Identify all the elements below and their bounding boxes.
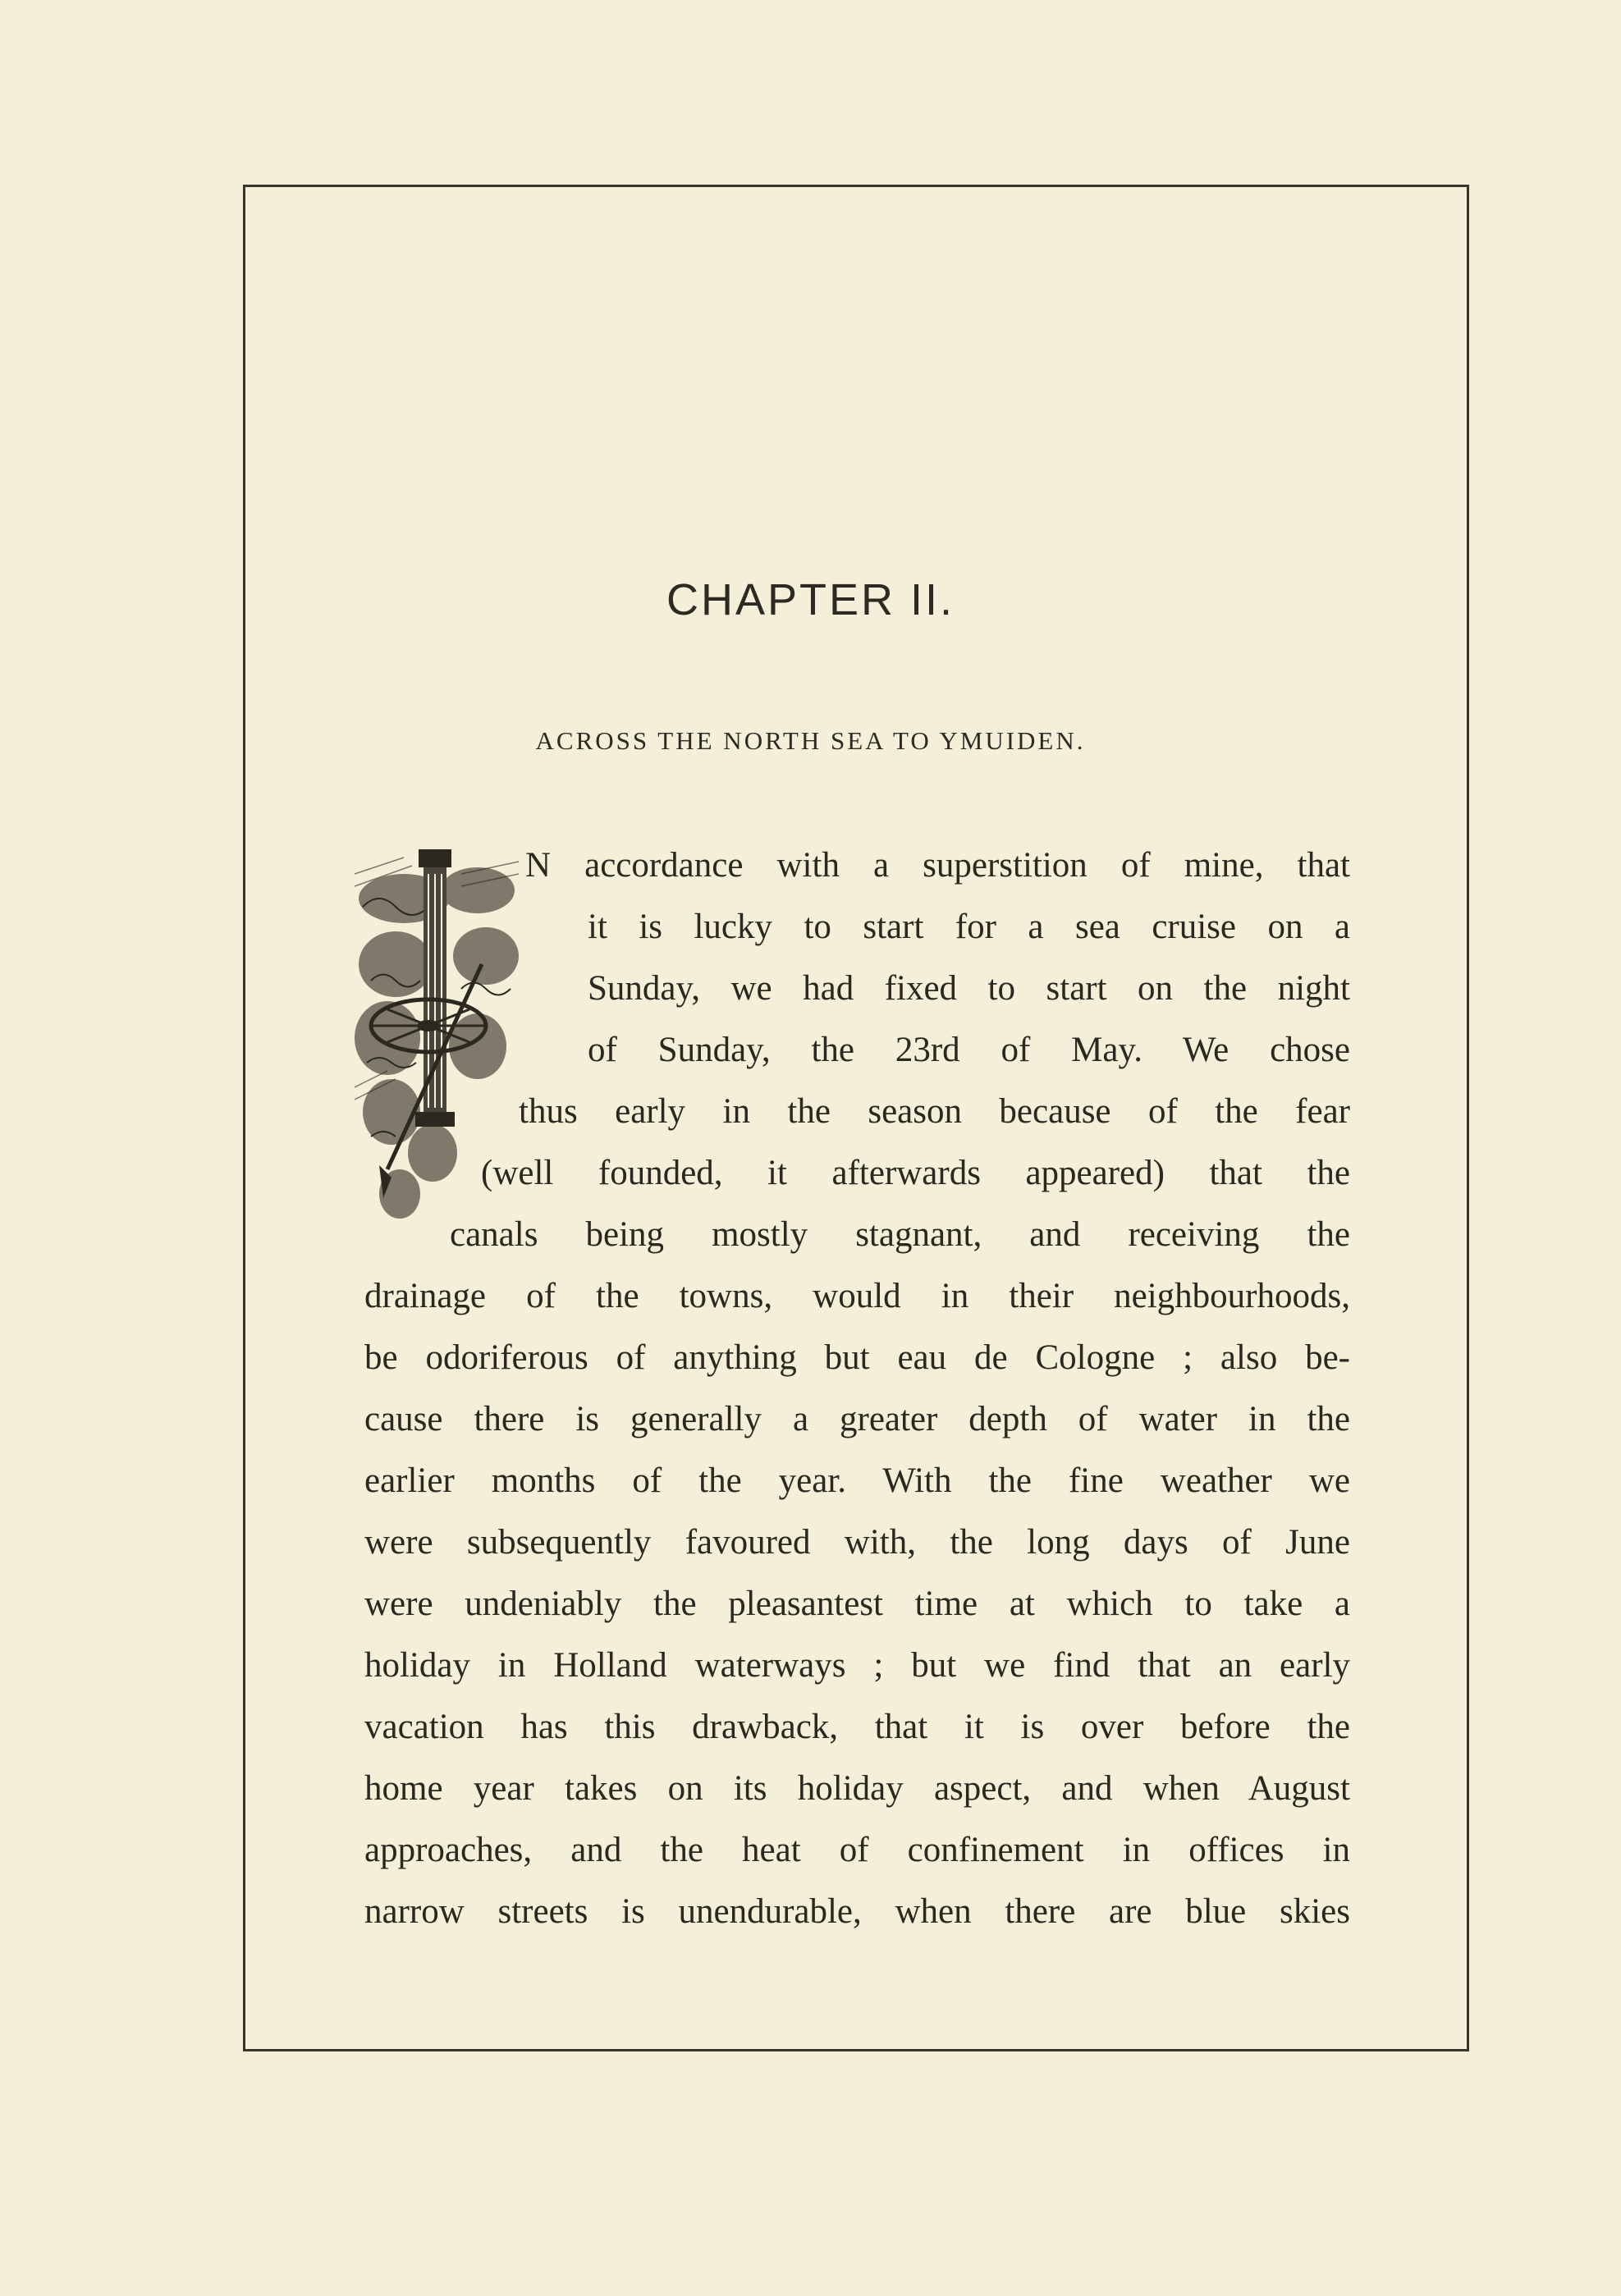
body-line-15: vacation has this drawback, that it is over before the [364,1708,1350,1746]
body-line-12: were subsequently favoured with, the long days of June [364,1523,1350,1562]
body-line-9: be odoriferous of anything but eau de Cologne ; also be- [364,1338,1350,1377]
body-line-10: cause there is generally a greater depth of water in the [364,1400,1350,1438]
body-line-8: drainage of the towns, would in their neighbourhoods, [364,1277,1350,1315]
body-line-18: narrow streets is unendurable, when there are blue skies [364,1892,1350,1931]
body-line-14: holiday in Holland waterways ; but we find that an early [364,1646,1350,1685]
body-line-2: it is lucky to start for a sea cruise on a [588,908,1350,946]
body-line-16: home year takes on its holiday aspect, and when August [364,1769,1350,1808]
chapter-title: CHAPTER II. [666,575,955,624]
body-line-13: were undeniably the pleasantest time at which to take a [364,1585,1350,1623]
body-line-6: (well founded, it afterwards appeared) that the [481,1154,1350,1192]
chapter-subtitle: ACROSS THE NORTH SEA TO YMUIDEN. [535,726,1086,755]
body-line-7: canals being mostly stagnant, and receiving the [450,1215,1350,1254]
body-line-5: thus early in the season because of the fear [519,1092,1350,1131]
body-line-17: approaches, and the heat of confinement in offices in [364,1831,1350,1869]
body-line-4: of Sunday, the 23rd of May. We chose [588,1031,1350,1069]
body-line-11: earlier months of the year. With the fine weather we [364,1461,1350,1500]
body-line-1: N accordance with a superstition of mine, that [525,846,1350,885]
body-line-3: Sunday, we had fixed to start on the night [588,969,1350,1008]
